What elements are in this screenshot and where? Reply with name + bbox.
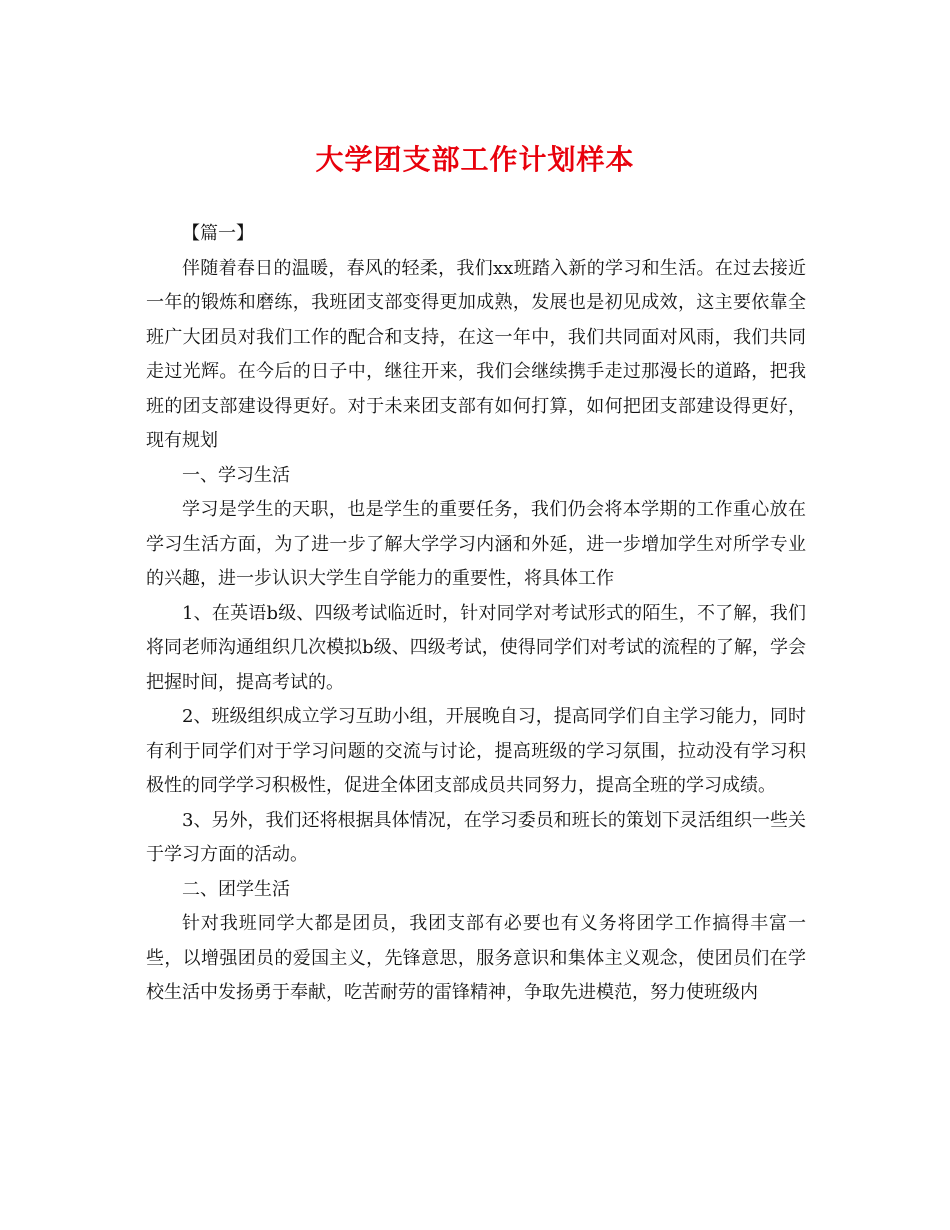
paragraph-item-1: 1、在英语b级、四级考试临近时，针对同学对考试形式的陌生，不了解，我们将同老师沟通组织几次模拟b级、四级考试，使得同学们对考试的流程的了解，学会把握时间，提高考试的。 (146, 602, 806, 693)
paragraph-item-3: 3、另外，我们还将根据具体情况，在学习委员和班长的策划下灵活组织一些关于学习方面的活动。 (146, 809, 806, 865)
paragraph-league-overview: 针对我班同学大都是团员，我团支部有必要也有义务将团学工作搞得丰富一些，以增强团员的爱国主义，先锋意思，服务意识和集体主义观念，使团员们在学校生活中发扬勇于奉献，吃苦耐劳的雷锋精神，争取先进模范，努力使班级内 (146, 913, 806, 1003)
paragraph-study-overview: 学习是学生的天职，也是学生的重要任务，我们仍会将本学期的工作重心放在学习生活方面，为了进一步了解大学学习内涵和外延，进一步增加学生对所学专业的兴趣，进一步认识大学生自学能力的重要性，将具体工作 (146, 499, 806, 589)
heading-league-life: 二、团学生活 (182, 878, 290, 900)
document-body (146, 217, 806, 1011)
document-title: 大学团支部工作计划样本 (315, 143, 635, 176)
heading-study-life: 一、学习生活 (182, 464, 290, 486)
paragraph-item-2: 2、班级组织成立学习互助小组，开展晚自习，提高同学们自主学习能力，同时有利于同学们对于学习问题的交流与讨论，提高班级的学习氛围，拉动没有学习积极性的同学学习积极性，促进全体团支部成员共同努力，提高全班的学习成绩。 (146, 706, 806, 796)
paragraph-intro: 伴随着春日的温暖，春风的轻柔，我们xx班踏入新的学习和生活。在过去接近一年的锻炼和磨练，我班团支部变得更加成熟，发展也是初见成效，这主要依靠全班广大团员对我们工作的配合和支持，在这一年中，我们共同面对风雨，我们共同走过光辉。在今后的日子中，继往开来，我们会继续携手走过那漫长的道路，把我班的团支部建设得更好。对于未来团支部有如何打算，如何把团支部建设得更好，现有规划 (146, 257, 806, 451)
section-marker: 【篇一】 (182, 223, 254, 244)
